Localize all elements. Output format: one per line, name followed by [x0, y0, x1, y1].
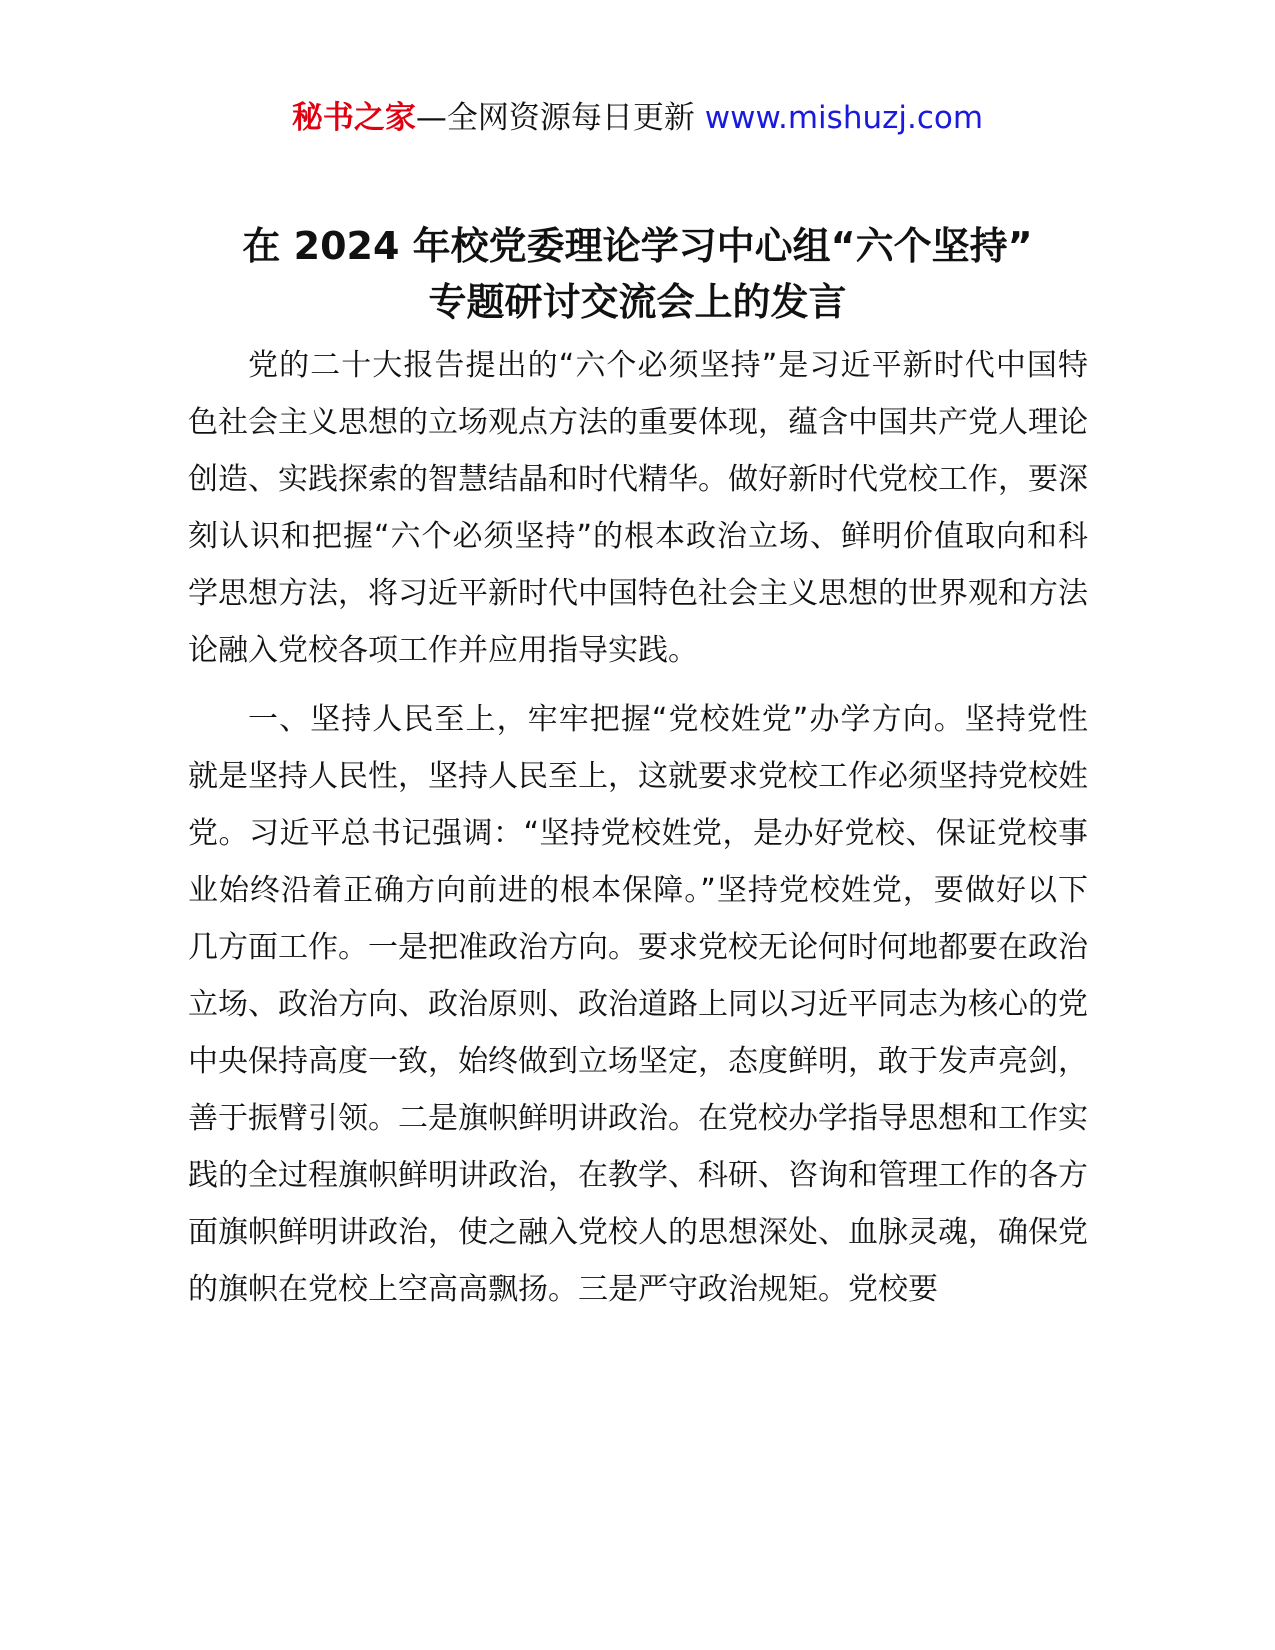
site-brand: 秘书之家 — [291, 100, 416, 136]
title-line-1: 在 2024 年校党委理论学习中心组“六个坚持” — [242, 224, 1033, 268]
paragraph-section-1: 一、坚持人民至上，牢牢把握“党校姓党”办学方向。坚持党性就是坚持人民性，坚持人民至上，这就要求党校工作必须坚持党校姓党。习近平总书记强调：“坚持党校姓党，是办好党校、保证党校事业始终沿着正确方向前进的根本保障。”坚持党校姓党，要做好以下几方面工作。一是把准政治方向。要求党校无论何时何地都要在政治立场、政治方向、政治原则、政治道路上同以习近平同志为核心的党中央保持高度一致，始终做到立场坚定，态度鲜明，敢于发声亮剑，善于振臂引领。二是旗帜鲜明讲政治。在党校办学指导思想和工作实践的全过程旗帜鲜明讲政治，在教学、科研、咨询和管理工作的各方面旗帜鲜明讲政治，使之融入党校人的思想深处、血脉灵魂，确保党的旗帜在党校上空高高飘扬。三是严守政治规矩。党校要 — [188, 702, 1088, 1307]
site-tagline: —全网资源每日更新 — [415, 100, 695, 136]
document-body — [188, 337, 1088, 1330]
paragraph-intro: 党的二十大报告提出的“六个必须坚持”是习近平新时代中国特色社会主义思想的立场观点方法的重要体现，蕴含中国共产党人理论创造、实践探索的智慧结晶和时代精华。做好新时代党校工作，要深刻认识和把握“六个必须坚持”的根本政治立场、鲜明价值取向和科学思想方法，将习近平新时代中国特色社会主义思想的世界观和方法论融入党校各项工作并应用指导实践。 — [188, 348, 1088, 668]
title-line-2: 专题研讨交流会上的发言 — [428, 280, 847, 324]
document-title — [0, 218, 1275, 330]
site-url[interactable]: www.mishuzj.com — [704, 100, 984, 136]
site-header — [0, 96, 1275, 140]
